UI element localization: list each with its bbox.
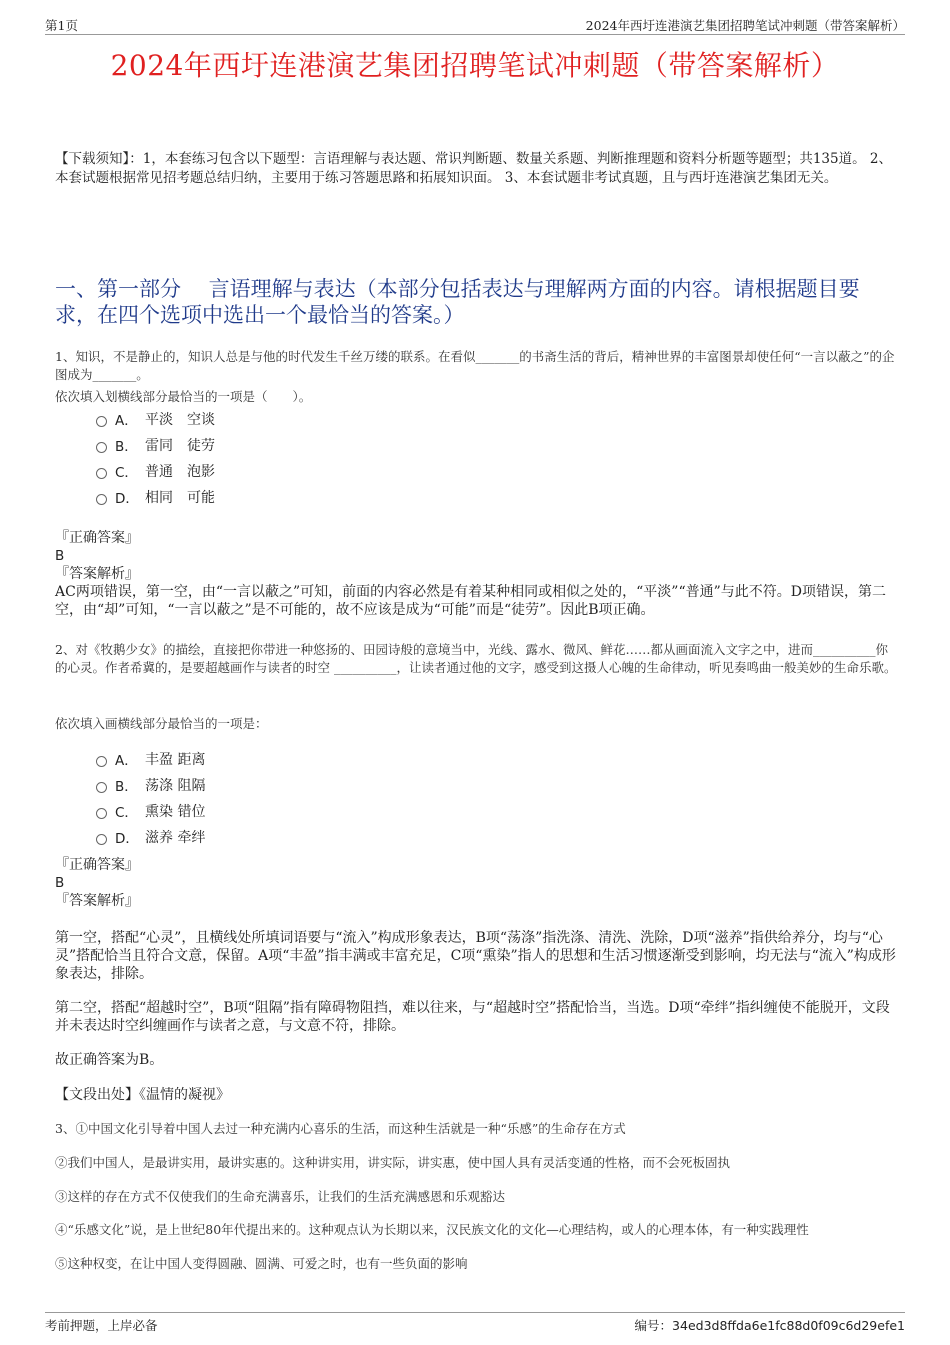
radio-button[interactable] [96,756,107,767]
question-2-answer-block [55,856,900,910]
question-3-sentence-4: ④“乐感文化”说，是上世纪80年代提出来的。这种观点认为长期以来，汉民族文化的文化—心理结构，或人的心理本体，有一种实践理性 [55,1222,809,1237]
page-footer [45,1312,905,1333]
answer-heading: 『正确答案』 [55,857,139,873]
question-1-instruction: 依次填入划横线部分最恰当的一项是（ ）。 [55,389,312,404]
radio-button[interactable] [96,468,107,479]
option-a[interactable]: A． 丰盈 距离 [96,746,496,772]
option-c[interactable]: C． 普通 泡影 [96,458,496,484]
analysis-heading: 『答案解析』 [55,893,139,909]
option-b[interactable]: B． 荡涤 阻隔 [96,772,496,798]
question-2-options [96,746,496,850]
radio-button[interactable] [96,834,107,845]
radio-button[interactable] [96,494,107,505]
analysis-heading: 『答案解析』 [55,566,139,582]
radio-button[interactable] [96,416,107,427]
radio-button[interactable] [96,442,107,453]
document-title: 2024年西圩连港演艺集团招聘笔试冲刺题（带答案解析） [110,49,840,82]
passage-source: 【文段出处】《温情的凝视》 [55,1087,230,1103]
question-3-sentence-3: ③这样的存在方式不仅使我们的生命充满喜乐，让我们的生活充满感恩和乐观豁达 [55,1189,506,1204]
question-2-stem: 2、对《牧鹅少女》的描绘，直接把你带进一种悠扬的、田园诗般的意境当中，光线、露水、微风、鲜花……都从画面流入文字之中，进而__________你的心灵。作者希冀的，是要超越画作与读者的时空 __________，让读者通过他的文字，感受到这摄人心魄的生命律动，听见奏鸣曲一般美妙的生命乐歌。 [55,642,897,675]
analysis-paragraph-1: 第一空，搭配“心灵”，且横线处所填词语要与“流入”构成形象表达，B项“荡涤”指洗涤、清洗、洗除，D项“滋养”指供给养分，均与“心灵”搭配恰当且符合文意，保留。A项“丰盈”指丰满或丰富充足，C项“熏染”指人的思想和生活习惯逐渐受到影响，均无法与“流入”构成形象表达，排除。 [55,930,896,982]
question-1-stem: 1、知识，不是静止的，知识人总是与他的时代发生千丝万缕的联系。在看似_______的书斋生活的背后，精神世界的丰富图景却使任何“一言以蔽之”的企图成为_______。 [55,349,895,382]
question-1-options [96,406,496,510]
question-3-sentence-1: 3、①中国文化引导着中国人去过一种充满内心喜乐的生活，而这种生活就是一种“乐感”的生命存在方式 [55,1121,626,1136]
analysis-paragraph-2: 第二空，搭配“超越时空”，B项“阻隔”指有障碍物阻挡，难以往来，与“超越时空”搭配恰当，当选。D项“牵绊”指纠缠使不能脱开，文段并未表达时空纠缠画作与读者之意，与文意不符，排除。 [55,1000,890,1034]
radio-button[interactable] [96,808,107,819]
section-title: 一、第一部分 言语理解与表达（本部分包括表达与理解两方面的内容。请根据题目要求，在四个选项中选出一个最恰当的答案。） [55,277,860,327]
answer-heading: 『正确答案』 [55,530,139,546]
document-code: 编号：34ed3d8ffda6e1fc88d0f09c6d29efe1 [634,1318,905,1333]
option-b[interactable]: B． 雷同 徒劳 [96,432,496,458]
conclusion: 故正确答案为B。 [55,1052,164,1068]
question-3-sentence-5: ⑤这种权变，在让中国人变得圆融、圆满、可爱之时，也有一些负面的影响 [55,1256,468,1271]
question-1-answer-block [55,529,900,619]
option-c[interactable]: C． 熏染 错位 [96,798,496,824]
option-a[interactable]: A． 平淡 空谈 [96,406,496,432]
answer-value: B [55,548,65,564]
question-3-sentence-2: ②我们中国人，是最讲实用，最讲实惠的。这种讲实用，讲实际，讲实惠，使中国人具有灵活变通的性格，而不会死板固执 [55,1155,731,1170]
answer-value: B [55,875,65,891]
page-number: 第1页 [45,18,78,33]
option-d[interactable]: D． 相同 可能 [96,484,496,510]
option-d[interactable]: D． 滋养 牵绊 [96,824,496,850]
page-header [45,14,905,35]
footer-slogan: 考前押题，上岸必备 [45,1318,158,1333]
analysis-text: AC两项错误，第一空，由“一言以蔽之”可知，前面的内容必然是有着某种相同或相似之处的，“平淡”“普通”与此不符。D项错误，第二空，由“却”可知，“一言以蔽之”是不可能的，故不应该是成为“可能”而是“徒劳”。因此B项正确。 [55,584,886,618]
download-notice: 【下载须知】：1，本套练习包含以下题型：言语理解与表达题、常识判断题、数量关系题、判断推理题和资料分析题等题型；共135道。 2、本套试题根据常见招考题总结归纳，主要用于练习答题思路和拓展知识面。 3、本套试题非考试真题，且与西圩连港演艺集团无关。 [55,151,892,186]
running-title: 2024年西圩连港演艺集团招聘笔试冲刺题（带答案解析） [585,18,905,33]
question-2-instruction: 依次填入画横线部分最恰当的一项是： [55,716,268,731]
radio-button[interactable] [96,782,107,793]
